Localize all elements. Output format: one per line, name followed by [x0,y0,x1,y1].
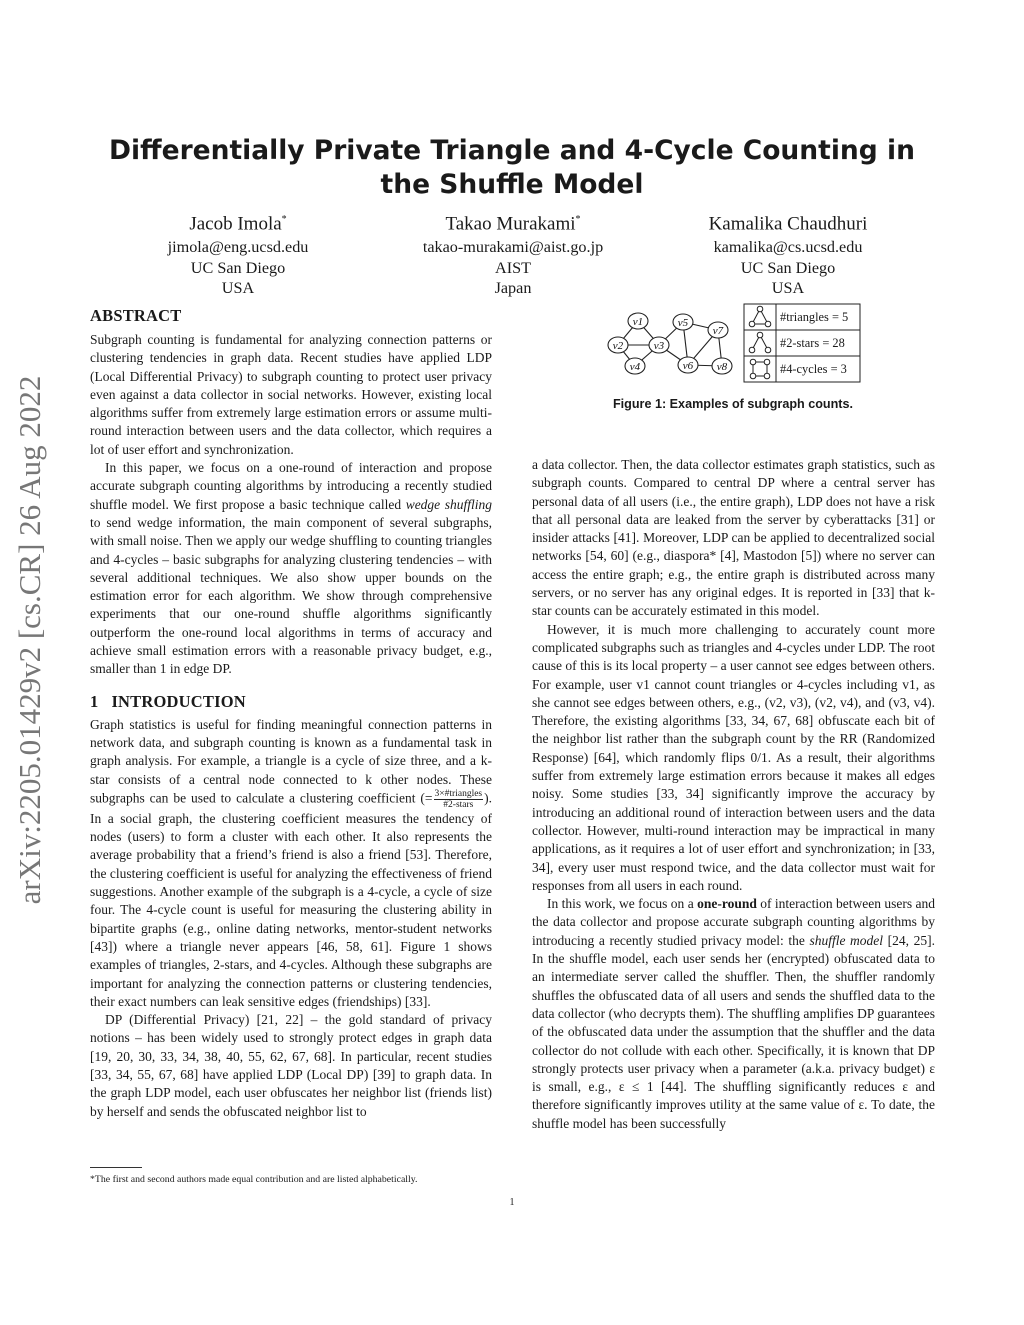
left-column [90,305,492,1121]
node-label: v1 [632,316,644,328]
paper-title: Differentially Private Triangle and 4-Cycle Counting in the Shuffle Model [109,135,915,200]
clustering-coefficient-fraction [434,789,484,810]
triangle-count: #triangles = 5 [780,310,849,324]
fraction-denominator: #2-stars [443,799,474,810]
author-country: Japan [494,279,532,298]
node-label: v5 [677,317,689,329]
author-block [383,208,643,299]
arxiv-identifier: arXiv:2205.01429v2 [cs.CR] 26 Aug 2022 [12,375,47,905]
bold-text: one-round [697,896,757,912]
text-run: [24, 25]. In the shuffle model, each user sends her (encrypted) obfuscated data to an intermediate server called the shuffler. Then, the shuffler randomly shuffles the obfuscated data of all users and sends the shuffled data to the data collector (who decrypts them). The shuffling amplifies DP guarantees of the obfuscated data under the assumption that the shuffler and the data collector do not collude with each other. Specifically, it is known that DP strongly protects user privacy when a parameter (a.k.a. privacy budget) ε is small, e.g., ε ≤ 1 [44]. The shuffling significantly reduces ε and therefore significantly improves utility at the same value of ε. To date, the shuffle model has been successfully [532,932,936,1131]
footnote: *The first and second authors made equal contribution and are listed alphabetically. [90,1174,418,1185]
right-column [532,456,935,1133]
fraction-numerator: 3×#triangles [434,788,483,799]
author-affiliation: UC San Diego [190,258,286,277]
text-run: Graph statistics is useful for finding meaningful connection patterns in network data, and subgraph counting is known as a fundamental task in graph analysis. For example, a triangle is a cycle of size three, and a k-star consists of a central node connected to k other nodes. These subgraphs can be used to calculate a clustering coefficient (= [90,716,492,806]
intro-paragraph: DP (Differential Privacy) [21, 22] – the gold standard of privacy notions – has been widely used to strongly protect edges in graph data [19, 20, 30, 33, 34, 38, 40, 55, 62, 67, 68]. In particular, recent studies [33, 34, 55, 67, 68] have applied LDP (Local DP) [39] to graph data. In the graph LDP model, each user obfuscates her neighbor list (friends list) by herself and sends the obfuscated neighbor list to [90,1012,492,1119]
author-name: Jacob Imola [189,213,282,235]
text-run: of interaction between users and the data collector and propose accurate subgraph counting algorithms by introducing a recently studied privacy model: the [532,896,935,948]
emphasis: shuffle model [809,932,884,948]
node-label: v3 [653,340,665,352]
section-heading [90,691,492,713]
node-label: v7 [712,325,724,337]
footnote-rule [90,1167,142,1168]
author-email: takao-murakami@aist.go.jp [422,238,604,257]
author-name: Takao Murakami [445,213,576,235]
author-name: Kamalika Chaudhuri [708,213,868,235]
section-number: 1 [90,691,99,711]
author-block [658,208,918,299]
author-email: jimola@eng.ucsd.edu [167,238,309,257]
node-label: v6 [682,360,694,372]
page-number: 1 [509,1197,515,1208]
figure-graph [596,300,896,390]
two-star-count: #2-stars = 28 [780,336,845,350]
four-cycle-count: #4-cycles = 3 [780,362,847,376]
node-label: v4 [629,361,641,373]
body-paragraph: a data collector. Then, the data collector estimates graph statistics, such as subgraph counts. Compared to central DP where a central server has personal data of all users (i.e., the entire graph), LDP does not have a risk that all personal data are leaked from the server by cyberattacks [31] or insider attacks [41]. Moreover, LDP can be applied to decentralized social networks [54, 60] (e.g., diaspora* [4], Mastodon [5]) where no server can access the entire graph; e.g., the entire graph is distributed across many servers, or no server has any original edges. It is reported in [33] that k-star counts can be accurately estimated in this model. [532,457,935,619]
author-affiliation: UC San Diego [740,258,836,277]
body-paragraph: However, it is much more challenging to accurately count more complicated subgraphs such as triangles and 4-cycles under LDP. The root cause of this is its local property – a user cannot see edges between others. For example, user v1 cannot count triangles or 4-cycles including v1, as she cannot see edges between others, e.g., (v2, v3), (v2, v4), and (v3, v4). Therefore, the existing algorithms [33, 34, 67, 68] obfuscate each bit of the neighbor list rather than the subgraph count by the RR (Randomized Response) [64], which randomly flips 0/1. As a result, their algorithms suffer from extremely large estimation errors because it makes all edges noisy. Some studies [33, 34] significantly improve the accuracy by introducing an additional round of interaction between users and the data collector. However, multi-round interaction may be impractical in many applications, as it requires a lot of user effort and synchronization; in [33, 34], every user must respond twice, and the data collector must wait for responses from all users in each round. [532,621,935,893]
text-run: In this paper, we focus on a one-round of interaction and propose accurate subgraph counting algorithms by introducing a recently studied shuffle model. We first propose a basic technique called [90,460,492,512]
text-run: ). In a social graph, the clustering coefficient measures the tendency of nodes (users) to form a cluster with each other. It also represents the average probability that a friend’s friend is also a friend [53]. Therefore, the clustering coefficient is useful for analyzing the effectiveness of friend suggestions. Another example of the subgraph is a 4-cycle, a cycle of size four. The 4-cycle count is useful for measuring the clustering ability in bipartite graphs (e.g., online dating networks, mentor-student networks [43]) where a triangle never appears [46, 58, 61]. Figure 1 shows examples of triangles, 2-stars, and 4-cycles. Although these subgraphs are important for analyzing the connection patterns or clustering tendencies, their exact numbers can leak sensitive edges (friendships) [33]. [90,790,492,1009]
body-paragraph [532,895,935,1133]
node-label: v8 [716,361,728,373]
four-cycle-icon [750,359,770,379]
two-star-icon [749,332,771,353]
abstract-heading: ABSTRACT [90,306,182,325]
author-affiliation: AIST [495,258,531,277]
figure-caption: Figure 1: Examples of subgraph counts. [612,397,854,411]
author-mark: * [281,214,287,225]
author-country: USA [221,279,255,298]
author-block [108,208,368,299]
triangle-icon [749,306,771,327]
emphasis: wedge shuffling [405,496,492,512]
author-country: USA [771,279,805,298]
author-mark: * [575,214,581,225]
text-run: In this work, we focus on a [547,896,698,912]
abstract-paragraph [90,459,492,679]
node-label: v2 [612,340,624,352]
intro-paragraph [90,716,492,1011]
author-email: kamalika@cs.ucsd.edu [713,238,863,257]
section-title: INTRODUCTION [111,691,246,711]
text-run: to send wedge information, the main component of several subgraphs, with small noise. Then we apply our wedge shuffling to counting triangles and 4-cycles – basic subgraphs for analyzing clustering tendencies – with several additional techniques. We also show upper bounds on the estimation error for each algorithm. We show through comprehensive experiments that our one-round shuffle algorithms significantly outperform the one-round local algorithms in terms of accuracy and achieve small estimation errors with a reasonable privacy budget, e.g., smaller than 1 in edge DP. [90,514,492,677]
abstract-paragraph: Subgraph counting is fundamental for analyzing connection patterns or clustering tendencies in graph data. Recent studies have applied LDP (Local Differential Privacy) to subgraph counting to protect user privacy even against a data collector in social networks. However, existing local algorithms suffer from extremely large estimation errors or assume multi-round interaction between users and the data collector, which requires a lot of user effort and synchronization. [90,332,492,457]
